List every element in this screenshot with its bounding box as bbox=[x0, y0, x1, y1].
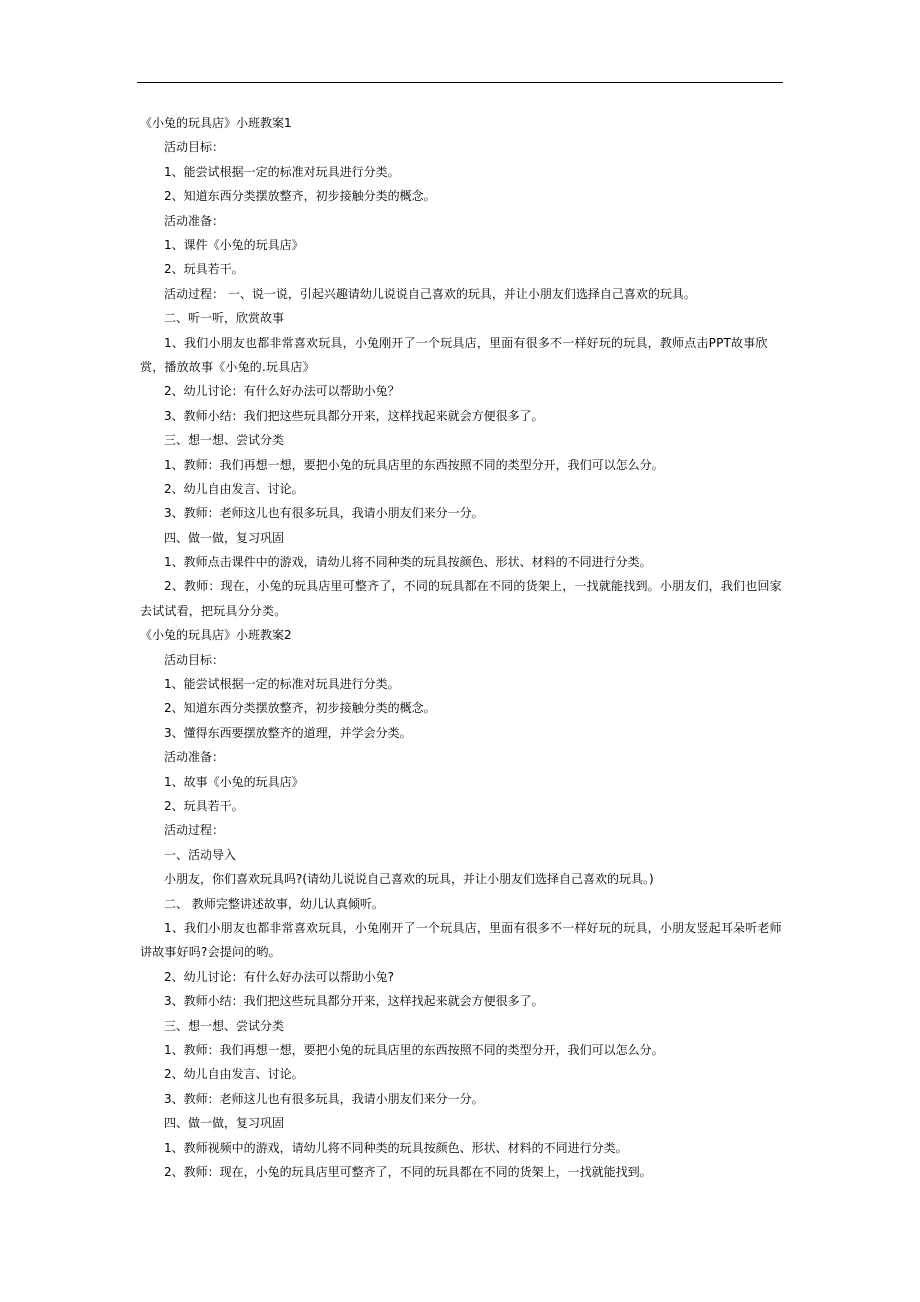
text-line: 小朋友，你们喜欢玩具吗?(请幼儿说说自己喜欢的玩具，并让小朋友们选择自己喜欢的玩具。) bbox=[164, 872, 654, 887]
text-line: 1、教师点击课件中的游戏，请幼儿将不同种类的玩具按颜色、形状、材料的不同进行分类。 bbox=[164, 555, 652, 570]
text-line: 2、幼儿自由发言、讨论。 bbox=[164, 1067, 304, 1082]
text-line: 二、 教师完整讲述故事，幼儿认真倾听。 bbox=[164, 896, 384, 911]
text-line: 2、幼儿讨论：有什么好办法可以帮助小兔? bbox=[164, 969, 395, 984]
header-rule bbox=[137, 82, 783, 83]
text-line: 活动过程： 一、说一说，引起兴趣请幼儿说说自己喜欢的玩具，并让小朋友们选择自己喜欢的玩具。 bbox=[164, 286, 696, 301]
text-line: 一、活动导入 bbox=[164, 847, 237, 862]
text-line: 1、教师视频中的游戏，请幼儿将不同种类的玩具按颜色、形状、材料的不同进行分类。 bbox=[164, 1140, 628, 1155]
text-line: 2、幼儿讨论：有什么好办法可以帮助小兔？ bbox=[164, 384, 400, 399]
paragraph: 1、我们小朋友也都非常喜欢玩具，小兔刚开了一个玩具店，里面有很多不一样好玩的玩具，小朋友竖起耳朵听老师讲故事好吗?会提问的哟。 bbox=[140, 920, 782, 960]
section-title: 《小兔的玩具店》小班教案1 bbox=[140, 116, 292, 130]
text-line: 1、课件《小兔的玩具店》 bbox=[164, 237, 304, 252]
text-line: 3、教师：老师这儿也有很多玩具，我请小朋友们来分一分。 bbox=[164, 506, 484, 521]
section-title: 《小兔的玩具店》小班教案2 bbox=[140, 628, 292, 643]
text-line: 3、教师小结：我们把这些玩具都分开来，这样找起来就会方便很多了。 bbox=[164, 408, 544, 423]
text-line: 1、能尝试根据一定的标准对玩具进行分类。 bbox=[164, 164, 400, 179]
text-line: 三、想一想、尝试分类 bbox=[164, 433, 285, 448]
paragraph: 2、教师：现在，小兔的玩具店里可整齐了，不同的玩具都在不同的货架上，一找就能找到。小朋友们，我们也回家去试试看，把玩具分分类。 bbox=[140, 579, 782, 618]
text-line: 3、懂得东西要摆放整齐的道理，并学会分类。 bbox=[164, 725, 412, 740]
text-line: 2、玩具若干。 bbox=[164, 799, 244, 813]
text-line: 1、故事《小兔的玩具店》 bbox=[164, 774, 304, 789]
text-line: 活动准备： bbox=[164, 213, 225, 228]
text-line: 四、做一做，复习巩固 bbox=[164, 1116, 285, 1131]
text-line: 四、做一做，复习巩固 bbox=[164, 530, 285, 545]
text-line: 活动目标： bbox=[164, 652, 225, 667]
text-line: 2、知道东西分类摆放整齐，初步接触分类的概念。 bbox=[164, 701, 436, 716]
text-line: 二、听一听，欣赏故事 bbox=[164, 311, 285, 326]
text-line: 三、想一想、尝试分类 bbox=[164, 1018, 285, 1033]
text-line: 活动过程： bbox=[164, 823, 225, 838]
text-line: 活动目标： bbox=[164, 140, 225, 155]
text-line: 1、教师：我们再想一想，要把小兔的玩具店里的东西按照不同的类型分开，我们可以怎么分。 bbox=[164, 1042, 664, 1057]
text-line: 1、能尝试根据一定的标准对玩具进行分类。 bbox=[164, 677, 400, 692]
text-line: 2、知道东西分类摆放整齐，初步接触分类的概念。 bbox=[164, 189, 436, 204]
text-line: 2、教师：现在，小兔的玩具店里可整齐了，不同的玩具都在不同的货架上，一找就能找到。 bbox=[164, 1164, 652, 1179]
text-line: 活动准备： bbox=[164, 750, 225, 765]
text-line: 2、幼儿自由发言、讨论。 bbox=[164, 481, 304, 496]
text-line: 3、教师小结：我们把这些玩具都分开来，这样找起来就会方便很多了。 bbox=[164, 994, 544, 1009]
text-line: 2、玩具若干。 bbox=[164, 262, 244, 277]
text-line: 3、教师：老师这儿也有很多玩具，我请小朋友们来分一分。 bbox=[164, 1091, 484, 1106]
paragraph: 1、我们小朋友也都非常喜欢玩具，小兔刚开了一个玩具店，里面有很多不一样好玩的玩具，教师点击PPT故事欣赏，播放故事《小兔的.玩具店》 bbox=[140, 335, 768, 374]
document-body bbox=[140, 111, 785, 1184]
text-line: 1、教师：我们再想一想，要把小兔的玩具店里的东西按照不同的类型分开，我们可以怎么分。 bbox=[164, 457, 664, 472]
